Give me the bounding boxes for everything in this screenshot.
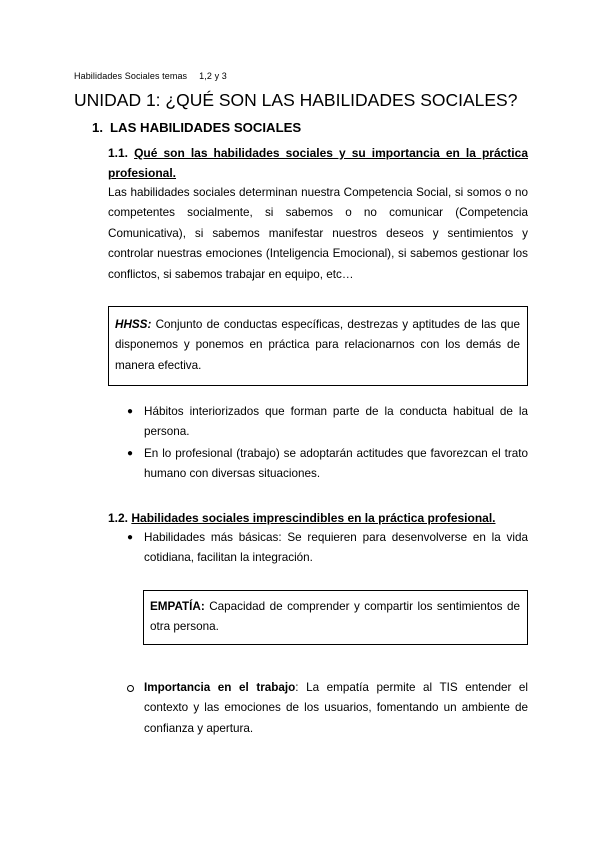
list-item xyxy=(127,528,528,569)
sub-list-item-text: : La empatía permite al TIS entender el contexto y las emociones de los usuarios, fomentando un ambiente de confianza y apertura. xyxy=(144,681,528,735)
definition-term: HHSS: xyxy=(115,318,152,331)
empathy-box xyxy=(143,590,528,645)
empathy-text: Capacidad de comprender y compartir los sentimientos de otra persona. xyxy=(150,600,520,634)
section-title: LAS HABILIDADES SOCIALES xyxy=(110,120,302,135)
subsection-number: 1.1. xyxy=(108,146,129,160)
definition-text: Conjunto de conductas específicas, destrezas y aptitudes de las que disponemos y ponemos en práctica para relacionarnos con los demás de manera efectiva. xyxy=(115,318,520,372)
hollow-bullet-icon xyxy=(127,685,134,692)
header-topics: 1,2 y 3 xyxy=(199,71,227,81)
list-item-text: Habilidades más básicas: Se requieren para desenvolverse en la vida cotidiana, facilitan la integración. xyxy=(144,531,528,565)
intro-paragraph: Las habilidades sociales determinan nuestra Competencia Social, si somos o no competentes socialmente, si sabemos o no comunicar (Competencia Comunicativa), si sabemos manifestar nuestros deseos y sentimientos y controlar nuestras emociones (Inteligencia Emocional), si sabemos gestionar los conflictos, si sabemos trabajar en equipo, etc… xyxy=(108,186,528,281)
header-doc-title: Habilidades Sociales temas xyxy=(74,71,188,81)
list-item xyxy=(127,402,528,443)
subsection-heading-1-2 xyxy=(108,508,496,528)
bullet-icon: ● xyxy=(127,406,134,417)
subsection-title: Habilidades sociales imprescindibles en la práctica profesional. xyxy=(131,511,496,525)
bullet-icon: ● xyxy=(127,532,134,543)
subsection-title: Qué son las habilidades sociales y su importancia en la práctica profesional. xyxy=(108,146,528,180)
bullet-icon: ● xyxy=(127,448,134,459)
section-number: 1. xyxy=(92,120,103,135)
list-item-text: En lo profesional (trabajo) se adoptarán actitudes que favorezcan el trato humano con diversas situaciones. xyxy=(144,447,528,481)
list-item xyxy=(127,444,528,485)
section-heading xyxy=(92,120,301,135)
empathy-term: EMPATÍA: xyxy=(150,600,205,613)
sub-list-item-term: Importancia en el trabajo xyxy=(144,681,296,694)
list-item-text: Hábitos interiorizados que forman parte de la conducta habitual de la persona. xyxy=(144,405,528,439)
page-header xyxy=(74,71,227,81)
definition-box xyxy=(108,306,528,386)
subsection-number: 1.2. xyxy=(108,511,129,525)
sub-list-item xyxy=(144,678,528,739)
unit-title: UNIDAD 1: ¿QUÉ SON LAS HABILIDADES SOCIALES? xyxy=(74,90,518,110)
subsection-heading-1-1 xyxy=(108,143,528,183)
